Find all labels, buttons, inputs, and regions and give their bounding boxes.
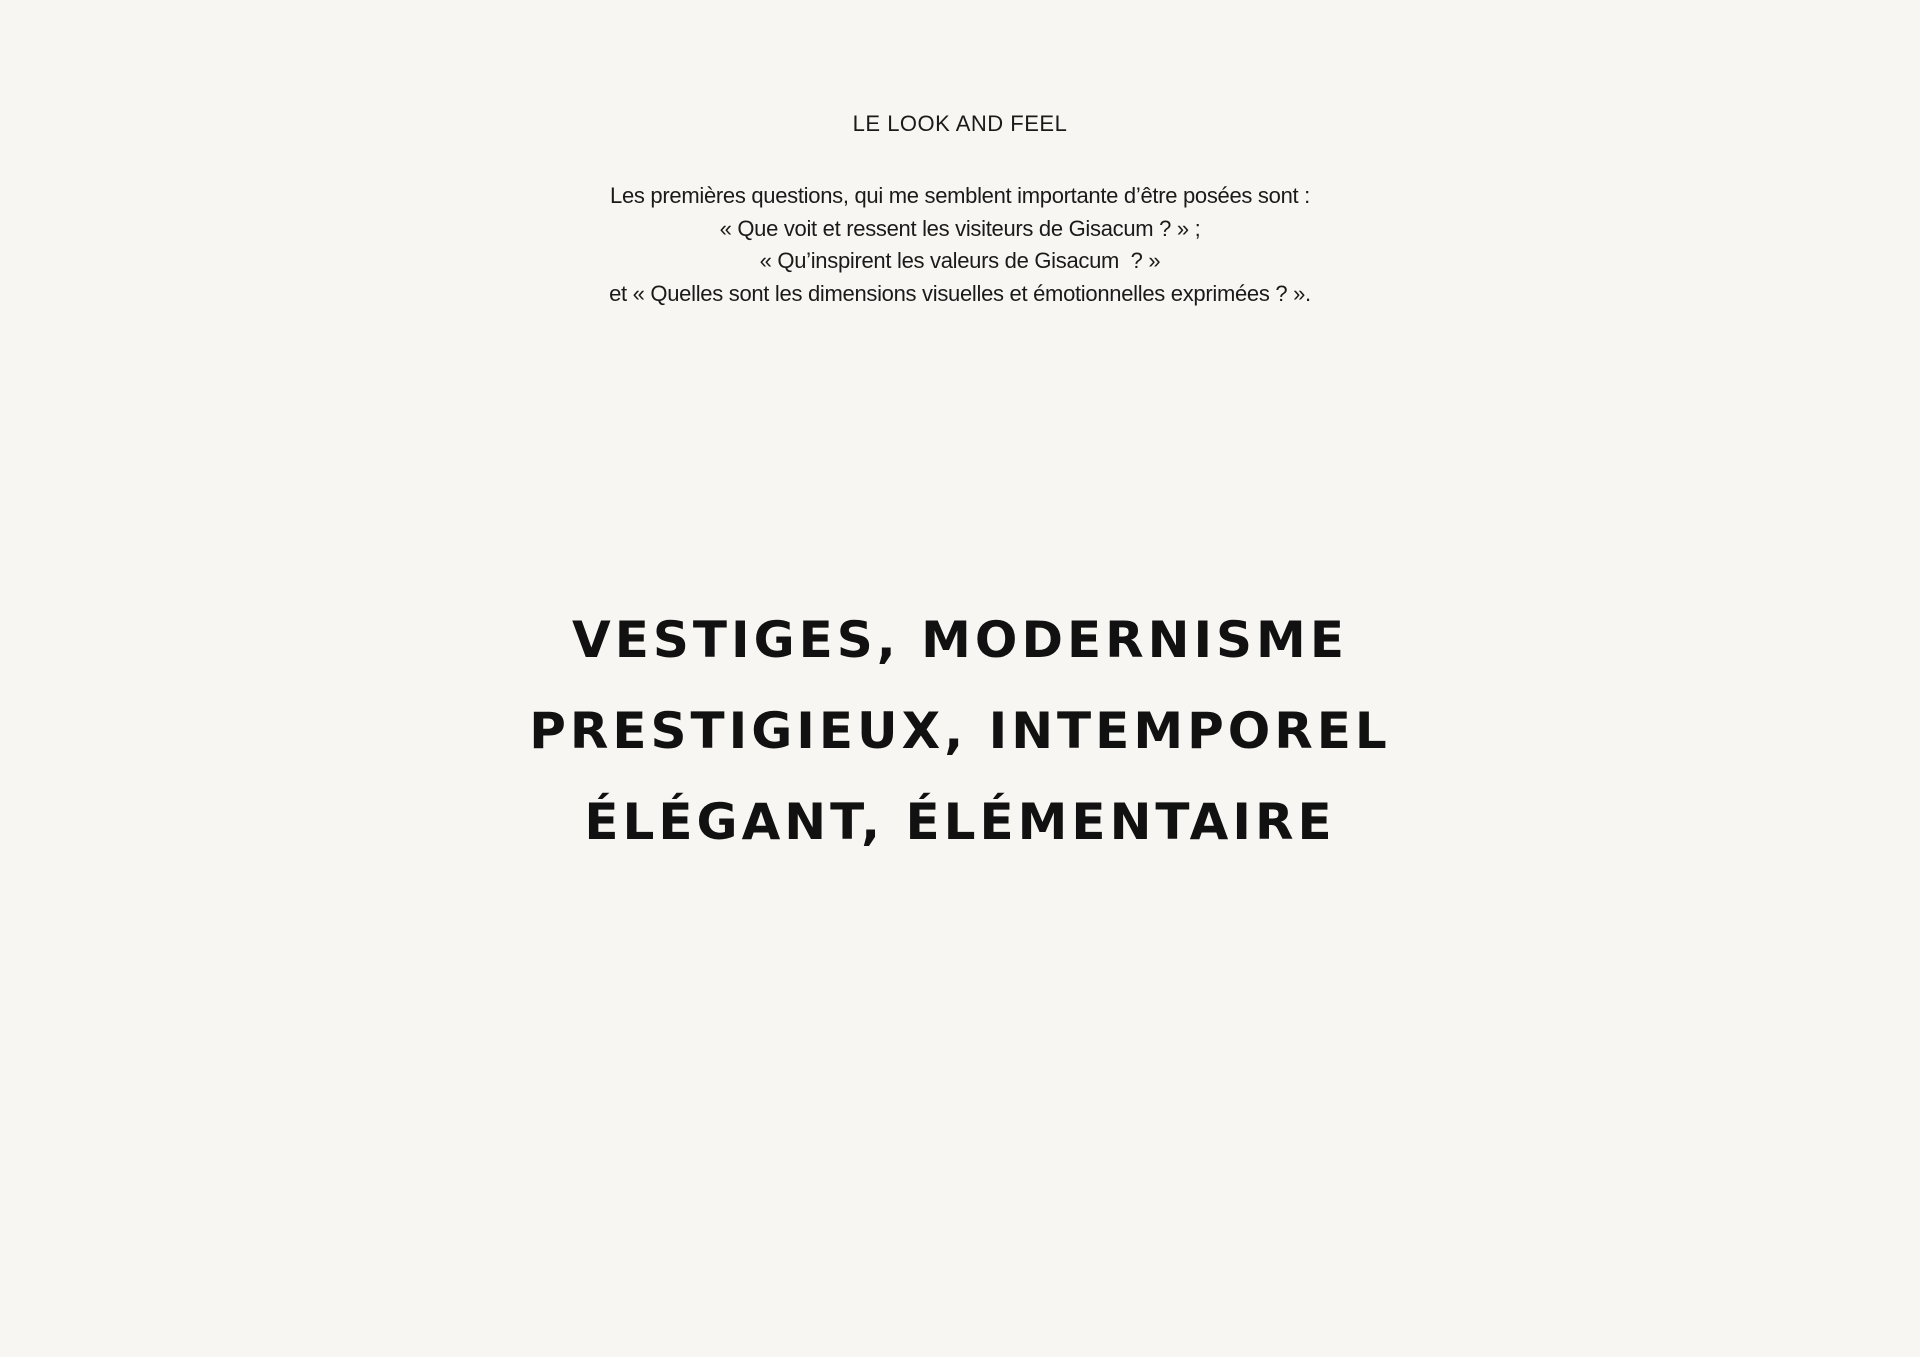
keyword-line: ÉLÉGANT, ÉLÉMENTAIRE	[584, 793, 1336, 851]
intro-line: « Que voit et ressent les visiteurs de Gisacum ? » ;	[719, 215, 1201, 241]
page-title: LE LOOK AND FEEL	[852, 111, 1068, 136]
keywords-block	[0, 595, 1920, 868]
intro-line: « Qu’inspirent les valeurs de Gisacum ? »	[759, 248, 1161, 273]
intro-line: Les premières questions, qui me semblent importante d’être posées sont :	[610, 183, 1310, 208]
intro-paragraph	[0, 180, 1920, 310]
keyword-line: PRESTIGIEUX, INTEMPOREL	[529, 702, 1391, 760]
keyword-line: VESTIGES, MODERNISME	[572, 611, 1348, 669]
intro-line: et « Quelles sont les dimensions visuelles et émotionnelles exprimées ? ».	[609, 280, 1311, 306]
